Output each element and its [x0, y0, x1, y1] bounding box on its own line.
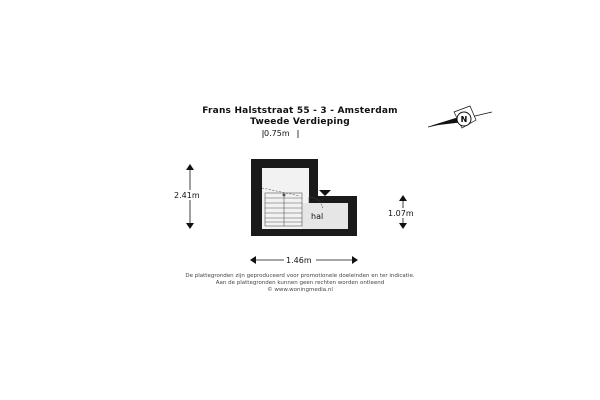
hal-floor: [302, 203, 348, 229]
dimension-left: [174, 164, 208, 229]
dimension-right-label: 1.07m: [388, 209, 414, 218]
dimension-top: [263, 129, 298, 138]
dimension-right: [386, 195, 422, 229]
disclaimer-line-3: © www.woningmedia.nl: [267, 287, 333, 293]
disclaimer-line-1: De plattegronden zijn geproduceerd voor promotionele doeleinden en ter indicatie.: [185, 273, 415, 279]
room-label-hal: hal: [311, 212, 324, 221]
dimension-bottom: [250, 255, 358, 265]
compass-icon: [428, 106, 492, 128]
disclaimer-line-2: Aan de plattegronden kunnen geen rechten worden ontleend: [215, 280, 385, 286]
plan-title: Frans Halststraat 55 - 3 - Amsterdam: [202, 106, 398, 116]
stair-direction-arrow: [319, 190, 331, 196]
dimension-top-label: 0.75m: [264, 129, 290, 138]
dimension-bottom-label: 1.46m: [286, 256, 312, 265]
plan-subtitle: Tweede Verdieping: [250, 117, 350, 127]
compass-letter: N: [460, 115, 468, 124]
dimension-left-label: 2.41m: [174, 191, 200, 200]
